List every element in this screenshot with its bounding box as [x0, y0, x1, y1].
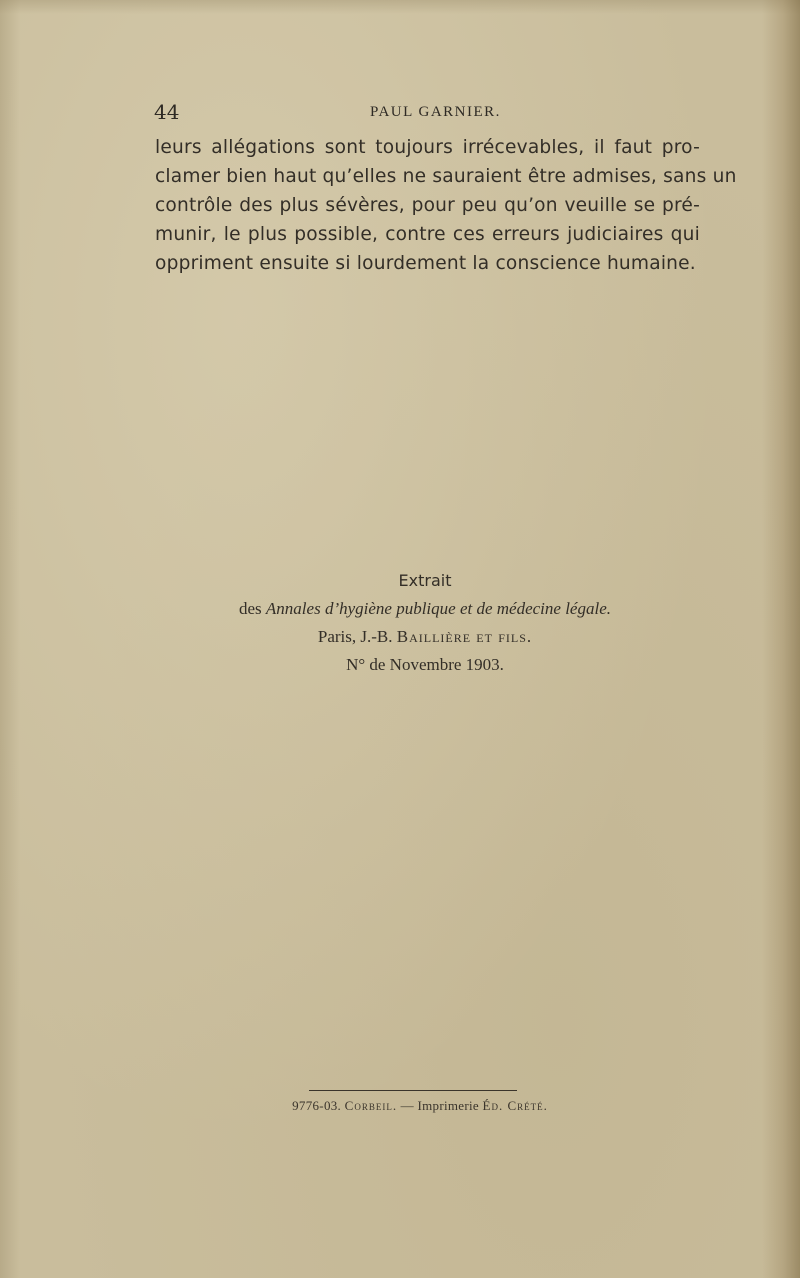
- journal-prefix: des: [239, 599, 266, 618]
- printer-prefix: Imprimerie: [417, 1098, 483, 1113]
- body-line: munir, le plus possible, contre ces erreurs judiciaires qui: [155, 224, 700, 245]
- imprint-rule: [309, 1090, 517, 1091]
- running-head: PAUL GARNIER.: [370, 104, 501, 120]
- extract-publisher-line: [150, 623, 700, 651]
- extract-title: Extrait: [398, 571, 452, 590]
- imprint-city: Corbeil.: [344, 1098, 398, 1113]
- page-shadow-top: [0, 0, 800, 14]
- extract-notice: [150, 567, 700, 679]
- imprint-separator: —: [397, 1098, 418, 1113]
- publisher-name: Baillière et fils.: [396, 627, 533, 646]
- body-line: oppriment ensuite si lourdement la conscience humaine.: [155, 253, 696, 274]
- page-edge-right: [762, 0, 800, 1278]
- page-number: 44: [154, 100, 180, 124]
- body-line: clamer bien haut qu’elles ne sauraient être admises, sans un: [155, 166, 737, 187]
- body-line: contrôle des plus sévères, pour peu qu’on veuille se pré-: [155, 195, 700, 216]
- journal-title: Annales d’hygiène publique et de médecine légale.: [265, 599, 611, 618]
- body-line: leurs allégations sont toujours irrécevables, il faut pro-: [155, 137, 700, 158]
- printer-name: Éd. Crété.: [482, 1098, 548, 1113]
- body-paragraph: [155, 133, 737, 278]
- imprint-line: [200, 1098, 640, 1114]
- imprint-code: 9776-03.: [292, 1098, 342, 1113]
- page-header: [154, 100, 700, 126]
- extract-journal-line: [150, 595, 700, 623]
- publisher-prefix: Paris, J.-B.: [317, 627, 397, 646]
- extract-issue: N° de Novembre 1903.: [346, 655, 504, 674]
- page-shadow-left: [0, 0, 20, 1278]
